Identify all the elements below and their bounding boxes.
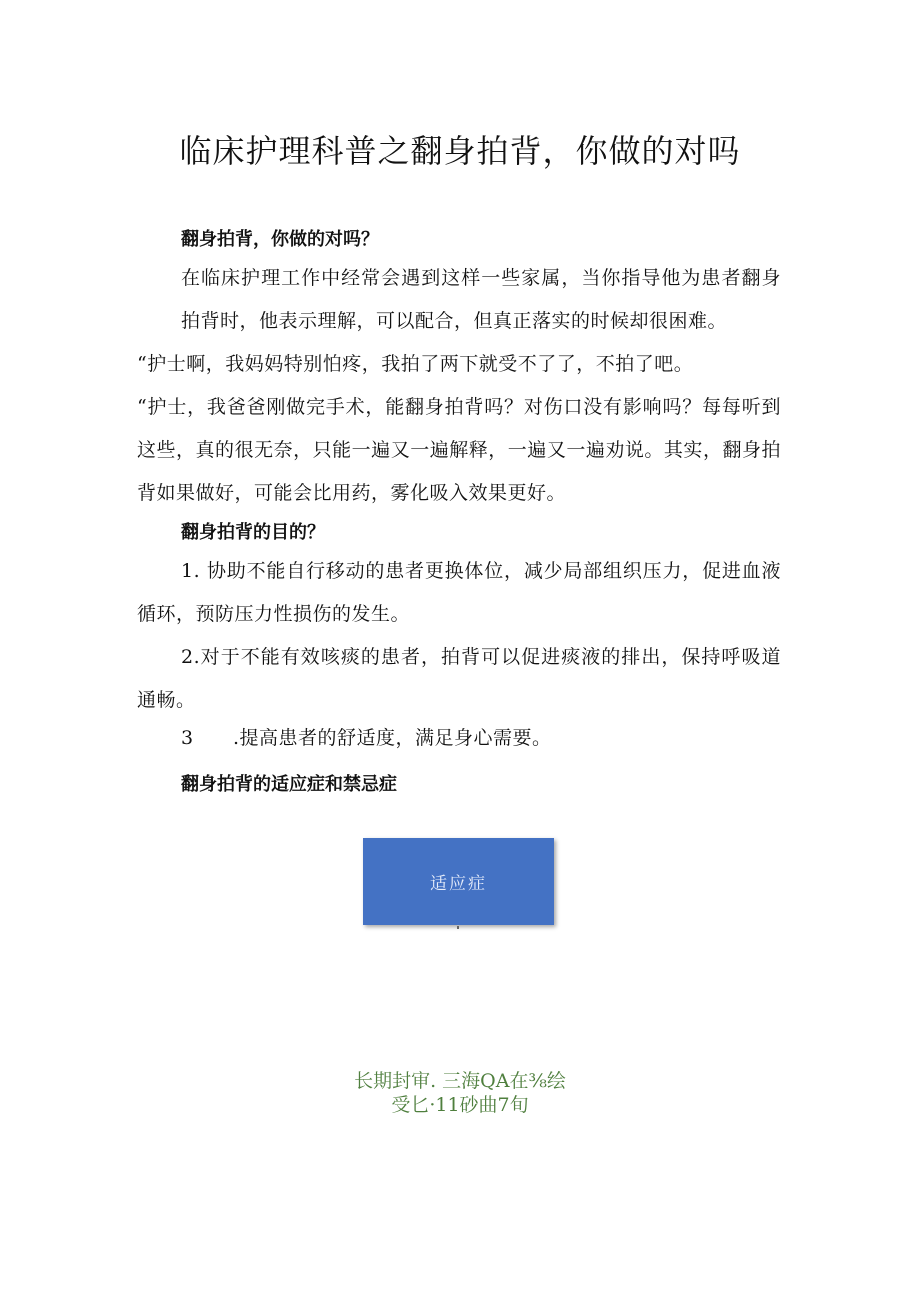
intro-paragraph: 在临床护理工作中经常会遇到这样一些家属，当你指导他为患者翻身拍背时，他表示理解，可以配合，但真正落实的时候却很困难。 [181, 267, 781, 332]
quote-paragraph-2: “护士，我爸爸刚做完手术，能翻身拍背吗？对伤口没有影响吗？每每听到这些，真的很无奈，只能一遍又一遍解释，一遍又一遍劝说。其实，翻身拍背如果做好，可能会比用药，雾化吸入效果更好。 [137, 396, 781, 504]
purpose-item-3 [181, 717, 781, 760]
purpose-text-1: . 协助不能自行移动的患者更换体位，减少局部组织压力，促进血液循环，预防压力性损伤的发生。 [137, 560, 781, 625]
figure-connector-dot [457, 926, 459, 929]
quote-paragraph-1: “护士啊，我妈妈特别怕疼，我拍了两下就受不了了，不拍了吧。 [137, 353, 694, 375]
purpose-text-3: .提高患者的舒适度，满足身心需要。 [233, 727, 552, 749]
purpose-item-2 [137, 636, 781, 722]
figure-caption-line-2: 受匕·11砂曲7旬 [391, 1094, 529, 1116]
purpose-number-1: 1 [181, 560, 194, 582]
section-heading-question: 翻身拍背，你做的对吗？ [181, 229, 379, 250]
page-title: 临床护理科普之翻身拍背，你做的对吗 [179, 132, 741, 170]
purpose-number-3: 3 [181, 727, 194, 749]
purpose-number-2: 2 [181, 646, 194, 668]
figure-caption-line-1: 长期封审. 三海QA在⅜绘 [354, 1070, 566, 1092]
indications-figure-box [363, 838, 554, 925]
purpose-item-1 [137, 550, 781, 636]
indications-box-label: 适应症 [430, 874, 487, 894]
purpose-text-2: .对于不能有效咳痰的患者，拍背可以促进痰液的排出，保持呼吸道通畅。 [137, 646, 781, 711]
section-heading-indications: 翻身拍背的适应症和禁忌症 [181, 774, 397, 795]
section-heading-purpose: 翻身拍背的目的？ [181, 522, 325, 543]
